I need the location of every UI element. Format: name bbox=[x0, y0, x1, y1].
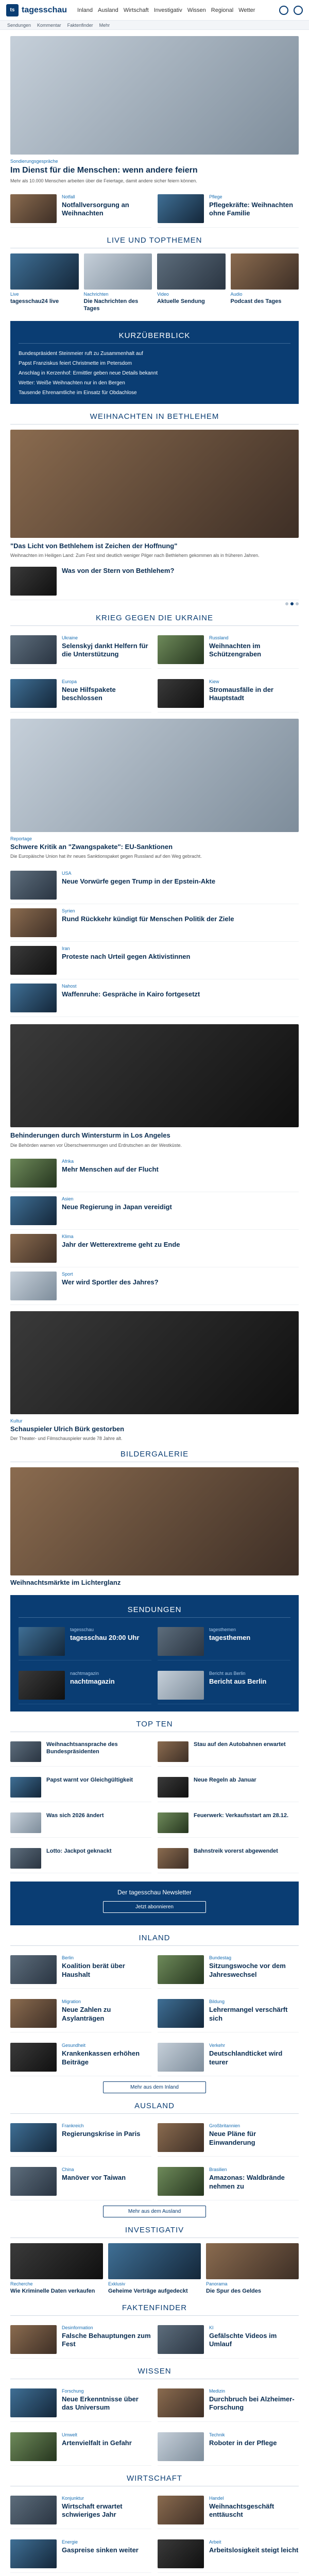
list-item[interactable] bbox=[10, 2384, 151, 2422]
culture-headline[interactable]: Schauspieler Ulrich Bürk gestorben bbox=[10, 1425, 125, 1433]
article-kicker: Großbritannien bbox=[209, 2123, 241, 2129]
subnav-item[interactable]: Mehr bbox=[99, 22, 110, 28]
article-kicker: Recherche bbox=[10, 2281, 33, 2287]
hero-kicker: Sondierungsgespräche bbox=[10, 159, 58, 164]
feature-headline[interactable]: Schwere Kritik an "Zwangspakete": EU-Sanktionen bbox=[10, 843, 173, 851]
article-kicker: Afrika bbox=[62, 1158, 74, 1164]
article-kicker: Bildung bbox=[209, 1999, 225, 2005]
kurzueberblick-band bbox=[10, 321, 299, 404]
article-kicker: Verkehr bbox=[209, 2043, 226, 2048]
article-image bbox=[10, 635, 57, 664]
article-headline[interactable]: tagesschau 20:00 Uhr bbox=[70, 1634, 140, 1642]
article-image bbox=[158, 1999, 204, 2028]
article-image bbox=[158, 2432, 204, 2461]
live-card[interactable] bbox=[84, 253, 152, 313]
article-image bbox=[158, 635, 204, 664]
list-item[interactable] bbox=[10, 2163, 151, 2200]
article-image bbox=[19, 1671, 65, 1700]
article-headline[interactable]: Gefälschte Videos im Umlauf bbox=[209, 2332, 277, 2348]
article-image bbox=[84, 253, 152, 290]
inland-more-button[interactable]: Mehr aus dem Inland bbox=[103, 2081, 206, 2093]
list-item[interactable] bbox=[158, 1623, 290, 1660]
article-image bbox=[10, 2243, 103, 2279]
list-item[interactable] bbox=[10, 675, 151, 713]
article-headline[interactable]: Geheime Verträge aufgedeckt bbox=[108, 2288, 188, 2295]
article-image bbox=[10, 1812, 41, 1833]
nav-item-wirtschaft[interactable]: Wirtschaft bbox=[123, 7, 149, 13]
list-item[interactable]: Anschlag in Kerzenhof: Ermittler geben neue Details bekannt bbox=[19, 370, 158, 376]
article-image bbox=[158, 1671, 204, 1700]
article-image bbox=[10, 2496, 57, 2524]
article-kicker: Video bbox=[157, 292, 169, 297]
article-kicker: Migration bbox=[62, 1999, 81, 2005]
bethlehem-headline[interactable]: "Das Licht von Bethlehem ist Zeichen der Hoffnung" bbox=[10, 541, 178, 550]
article-kicker: Europa bbox=[62, 679, 77, 685]
article-kicker: Iran bbox=[62, 946, 70, 952]
article-headline[interactable]: Mehr Menschen auf der Flucht bbox=[62, 1165, 159, 1173]
article-image bbox=[10, 1196, 57, 1225]
article-kicker: Audio bbox=[230, 292, 243, 297]
article-headline[interactable]: Pflegekräfte: Weihnachten ohne Familie bbox=[209, 201, 294, 217]
article-headline[interactable]: Neue Zahlen zu Asylanträgen bbox=[62, 2006, 111, 2022]
list-item[interactable] bbox=[10, 904, 299, 942]
article-kicker: Ukraine bbox=[62, 635, 78, 641]
hero-image bbox=[10, 36, 299, 155]
nav-item-investigativ[interactable]: Investigativ bbox=[153, 7, 182, 13]
article-kicker: Frankreich bbox=[62, 2123, 84, 2129]
live-card[interactable] bbox=[231, 253, 299, 313]
article-image bbox=[158, 1627, 204, 1656]
article-headline[interactable]: Stau auf den Autobahnen erwartet bbox=[194, 1741, 286, 1748]
ausland-grid bbox=[10, 2119, 299, 2200]
logo-text: tagesschau bbox=[22, 5, 67, 14]
hero-headline[interactable]: Im Dienst für die Menschen: wenn andere feiern bbox=[10, 166, 198, 175]
article-kicker: Nachrichten bbox=[83, 292, 109, 297]
article-image bbox=[10, 1272, 57, 1300]
article-headline[interactable]: Weihnachtsgeschäft enttäuscht bbox=[209, 2502, 274, 2519]
article-kicker: Arbeit bbox=[209, 2539, 221, 2545]
gallery-image[interactable] bbox=[10, 1467, 299, 1575]
article-kicker: Energie bbox=[62, 2539, 78, 2545]
list-item[interactable] bbox=[158, 2535, 299, 2573]
list-item[interactable] bbox=[158, 631, 299, 669]
list-item[interactable] bbox=[10, 631, 151, 669]
list-item[interactable] bbox=[10, 563, 299, 600]
article-image bbox=[10, 1741, 41, 1762]
article-image bbox=[157, 253, 226, 290]
article-headline[interactable]: Lotto: Jackpot geknackt bbox=[46, 1848, 112, 1855]
article-kicker: Panorama bbox=[206, 2281, 228, 2287]
list-item[interactable]: Tausende Ehrenamtliche im Einsatz für Obdachlose bbox=[19, 389, 137, 396]
article-headline[interactable]: Falsche Behauptungen zum Fest bbox=[62, 2332, 151, 2348]
article-image bbox=[10, 2167, 57, 2196]
article-kicker: USA bbox=[62, 871, 72, 876]
section-title-ausland: AUSLAND bbox=[10, 2102, 299, 2114]
article-headline[interactable]: Notfallversorgung an Weihnachten bbox=[62, 201, 129, 217]
article-headline[interactable]: Bahnstreik vorerst abgewendet bbox=[194, 1848, 278, 1855]
logo[interactable] bbox=[6, 4, 67, 16]
section-title-faktenfinder: FAKTENFINDER bbox=[10, 2303, 299, 2316]
section-title-topten: TOP TEN bbox=[10, 1720, 299, 1732]
article-kicker: Sport bbox=[62, 1271, 73, 1277]
weather-image bbox=[10, 1024, 299, 1127]
article-image bbox=[10, 1999, 57, 2028]
list-item[interactable] bbox=[158, 1844, 299, 1873]
article-headline[interactable]: Die Spur des Geldes bbox=[206, 2288, 261, 2295]
feature-kicker: Reportage bbox=[10, 836, 32, 842]
article-image bbox=[10, 2043, 57, 2072]
article-headline[interactable]: Neue Regierung in Japan vereidigt bbox=[62, 1202, 172, 1211]
list-item[interactable] bbox=[158, 2321, 299, 2359]
list-item[interactable] bbox=[10, 2321, 151, 2359]
article-image bbox=[158, 2496, 204, 2524]
article-headline[interactable]: Deutschlandticket wird teurer bbox=[209, 2049, 283, 2066]
article-kicker: Exklusiv bbox=[108, 2281, 126, 2287]
culture-article[interactable] bbox=[10, 1311, 299, 1442]
list-item[interactable] bbox=[10, 1844, 151, 1873]
article-kicker: Gesundheit bbox=[62, 2043, 86, 2048]
nav-item-regional[interactable]: Regional bbox=[211, 7, 234, 13]
live-card[interactable] bbox=[157, 253, 226, 313]
article-headline[interactable]: Artenvielfalt in Gefahr bbox=[62, 2439, 132, 2447]
article-headline[interactable]: Aktuelle Sendung bbox=[157, 298, 205, 305]
article-headline[interactable]: Arbeitslosigkeit steigt leicht bbox=[209, 2546, 299, 2554]
subnav-item[interactable]: Faktenfinder bbox=[67, 22, 93, 28]
article-image bbox=[10, 679, 57, 708]
article-image bbox=[10, 908, 57, 937]
main-content-3 bbox=[0, 1720, 309, 1873]
article-kicker: Technik bbox=[209, 2432, 225, 2438]
article-kicker: Nahost bbox=[62, 984, 77, 989]
article-kicker: Umwelt bbox=[62, 2432, 78, 2438]
article-headline[interactable]: Neue Regeln ab Januar bbox=[194, 1777, 256, 1784]
article-kicker: China bbox=[62, 2167, 74, 2173]
list-item[interactable] bbox=[10, 1155, 299, 1192]
article-kicker: Pflege bbox=[209, 194, 222, 200]
subnav-item[interactable]: Sendungen bbox=[7, 22, 31, 28]
article-kicker: Asien bbox=[62, 1196, 74, 1201]
main-content-2 bbox=[0, 412, 309, 1587]
article-image bbox=[10, 1848, 41, 1869]
nav-item-wetter[interactable]: Wetter bbox=[238, 7, 255, 13]
list-item[interactable] bbox=[10, 2039, 151, 2076]
list-item[interactable] bbox=[10, 867, 299, 904]
weather-article[interactable] bbox=[10, 1024, 299, 1148]
article-image bbox=[158, 1848, 188, 1869]
article-kicker: Russland bbox=[209, 635, 229, 641]
article-headline[interactable]: Durchbruch bei Alzheimer-Forschung bbox=[209, 2395, 295, 2412]
article-headline[interactable]: Feuerwerk: Verkaufsstart am 28.12. bbox=[194, 1812, 289, 1819]
list-item[interactable] bbox=[158, 1951, 299, 1989]
investigativ-card[interactable] bbox=[10, 2243, 103, 2295]
list-item[interactable] bbox=[10, 1192, 299, 1230]
faktenfinder-grid bbox=[10, 2321, 299, 2359]
list-item[interactable]: Wetter: Weiße Weihnachten nur in den Bergen bbox=[19, 380, 125, 386]
article-image bbox=[158, 2539, 204, 2568]
section-title-bethlehem: WEIHNACHTEN IN BETHLEHEM bbox=[10, 412, 299, 425]
article-headline[interactable]: Wer wird Sportler des Jahres? bbox=[62, 1278, 159, 1286]
culture-kicker: Kultur bbox=[10, 1418, 23, 1423]
article-image bbox=[158, 2167, 204, 2196]
article-kicker: Bundestag bbox=[209, 1955, 232, 1961]
nav-item-inland[interactable]: Inland bbox=[77, 7, 93, 13]
article-headline[interactable]: Papst warnt vor Gleichgültigkeit bbox=[46, 1777, 133, 1784]
list-item[interactable] bbox=[158, 1773, 299, 1802]
more-news bbox=[10, 1155, 299, 1305]
article-image bbox=[10, 871, 57, 900]
article-headline[interactable]: Neue Erkenntnisse über das Universum bbox=[62, 2395, 139, 2412]
article-image bbox=[10, 984, 57, 1012]
article-headline[interactable]: Was von der Stern von Bethlehem? bbox=[62, 567, 175, 575]
hero-teaser: Mehr als 10.000 Menschen arbeiten über die Feiertage, damit andere sicher feiern können. bbox=[10, 178, 197, 183]
list-item[interactable]: Papst Franziskus feiert Christmette im Petersdom bbox=[19, 360, 132, 366]
article-kicker: Brasilien bbox=[209, 2167, 227, 2173]
weather-headline[interactable]: Behinderungen durch Wintersturm in Los Angeles bbox=[10, 1131, 170, 1140]
topten-grid bbox=[10, 1737, 299, 1873]
inland-grid bbox=[10, 1951, 299, 2076]
article-kicker: Medizin bbox=[209, 2388, 226, 2394]
wissen-grid bbox=[10, 2384, 299, 2466]
list-item[interactable] bbox=[10, 2428, 151, 2466]
list-item[interactable] bbox=[158, 2163, 299, 2200]
newsletter-title: Der tagesschau Newsletter bbox=[117, 1889, 192, 1896]
nav-item-wissen[interactable]: Wissen bbox=[187, 7, 206, 13]
sendungen-grid bbox=[19, 1623, 290, 1704]
section-title-kurz: KURZÜBERBLICK bbox=[19, 331, 290, 344]
list-item[interactable] bbox=[10, 1995, 151, 2032]
article-image bbox=[158, 1741, 188, 1762]
article-kicker: Bericht aus Berlin bbox=[209, 1671, 246, 1676]
culture-teaser: Der Theater- und Filmschauspieler wurde 78 Jahre alt. bbox=[10, 1436, 123, 1442]
article-headline[interactable]: Waffenruhe: Gespräche in Kairo fortgesetzt bbox=[62, 990, 200, 998]
hero-row bbox=[10, 190, 299, 228]
list-item[interactable] bbox=[10, 1951, 151, 1989]
menu-icon[interactable] bbox=[294, 6, 303, 15]
list-item[interactable] bbox=[10, 1773, 151, 1802]
list-item[interactable] bbox=[158, 2384, 299, 2422]
newsletter-button[interactable]: Jetzt abonnieren bbox=[103, 1901, 206, 1913]
list-item[interactable] bbox=[158, 2039, 299, 2076]
list-item[interactable] bbox=[10, 1230, 299, 1267]
hero-article[interactable] bbox=[10, 36, 299, 184]
list-item[interactable]: Bundespräsident Steinmeier ruft zu Zusammenhalt auf bbox=[19, 350, 143, 357]
list-item[interactable] bbox=[158, 2119, 299, 2157]
article-headline[interactable]: Neue Hilfspakete beschlossen bbox=[62, 686, 116, 702]
article-image bbox=[158, 1812, 188, 1833]
article-image bbox=[158, 2325, 204, 2354]
main-content bbox=[0, 36, 309, 313]
article-kicker: Syrien bbox=[62, 908, 75, 914]
article-kicker: Forschung bbox=[62, 2388, 84, 2394]
article-image bbox=[231, 253, 299, 290]
investigativ-card[interactable] bbox=[108, 2243, 201, 2295]
list-item[interactable] bbox=[10, 979, 299, 1017]
article-headline[interactable]: Stromausfälle in der Hauptstadt bbox=[209, 686, 273, 702]
article-image bbox=[19, 1627, 65, 1656]
article-headline[interactable]: Lehrermangel verschärft sich bbox=[209, 2006, 288, 2022]
article-headline[interactable]: Proteste nach Urteil gegen Aktivistinnen bbox=[62, 953, 191, 961]
list-item[interactable] bbox=[10, 2119, 151, 2157]
ukraine-grid bbox=[10, 631, 299, 713]
section-title-inland: INLAND bbox=[10, 1934, 299, 1946]
article-image bbox=[10, 2123, 57, 2152]
bethlehem-teaser: Weihnachten im Heiligen Land: Zum Fest sind deutlich weniger Pilger nach Bethlehem gekommen als in früheren Jahren. bbox=[10, 552, 260, 558]
article-headline[interactable]: Was sich 2026 ändert bbox=[46, 1812, 104, 1819]
article-headline[interactable]: Die Nachrichten des Tages bbox=[83, 298, 139, 312]
list-item[interactable] bbox=[10, 1737, 151, 1767]
section-title-wirtschaft: WIRTSCHAFT bbox=[10, 2474, 299, 2486]
article-image bbox=[10, 1159, 57, 1188]
article-image bbox=[10, 253, 79, 290]
article-headline[interactable]: Gaspreise sinken weiter bbox=[62, 2546, 139, 2554]
article-image bbox=[10, 1234, 57, 1263]
article-kicker: Live bbox=[10, 292, 19, 297]
feature-teaser: Die Europäische Union hat ihr neues Sanktionspaket gegen Russland auf den Weg gebracht. bbox=[10, 854, 202, 859]
article-image bbox=[10, 194, 57, 223]
live-grid bbox=[10, 253, 299, 313]
article-kicker: Desinformation bbox=[62, 2325, 93, 2331]
news-list bbox=[10, 867, 299, 1017]
article-kicker: nachtmagazin bbox=[70, 1671, 99, 1676]
list-item[interactable] bbox=[10, 1808, 151, 1838]
article-headline[interactable]: Sitzungswoche vor dem Jahreswechsel bbox=[209, 1962, 286, 1978]
article-image bbox=[158, 1777, 188, 1798]
section-title-sendungen: SENDUNGEN bbox=[19, 1605, 290, 1618]
section-title-bildergalerie: BILDERGALERIE bbox=[10, 1450, 299, 1462]
list-item[interactable] bbox=[19, 1667, 151, 1704]
logo-mark: ts bbox=[6, 4, 19, 16]
article-kicker: tagesschau bbox=[70, 1627, 94, 1633]
list-item[interactable] bbox=[158, 1995, 299, 2032]
wirtschaft-grid bbox=[10, 2492, 299, 2573]
section-title-investigativ: INVESTIGATIV bbox=[10, 2226, 299, 2238]
article-headline[interactable]: Roboter in der Pflege bbox=[209, 2439, 277, 2447]
article-kicker: Klima bbox=[62, 1233, 74, 1239]
article-headline[interactable]: tagesthemen bbox=[209, 1634, 251, 1642]
article-headline[interactable]: Weihnachten im Schützengraben bbox=[209, 642, 262, 658]
investigativ-grid bbox=[10, 2243, 299, 2295]
article-headline[interactable]: Rund Rückkehr kündigt für Menschen Politik der Ziele bbox=[62, 915, 234, 923]
article-image bbox=[10, 2325, 57, 2354]
list-item[interactable] bbox=[10, 190, 151, 228]
list-item[interactable] bbox=[158, 2428, 299, 2466]
article-headline[interactable]: nachtmagazin bbox=[70, 1677, 115, 1686]
bethlehem-image bbox=[10, 430, 299, 538]
article-headline[interactable]: Krankenkassen erhöhen Beiträge bbox=[62, 2049, 140, 2066]
article-image bbox=[158, 2123, 204, 2152]
article-image bbox=[206, 2243, 299, 2279]
weather-teaser: Die Behörden warnen vor Überschwemmungen und Erdrutschen an der Westküste. bbox=[10, 1142, 182, 1148]
main-content-4 bbox=[0, 1934, 309, 2576]
article-headline[interactable]: Jahr der Wetterextreme geht zu Ende bbox=[62, 1240, 180, 1248]
section-title-ukraine: KRIEG GEGEN DIE UKRAINE bbox=[10, 614, 299, 626]
article-kicker: Handel bbox=[209, 2496, 224, 2501]
section-title-live: LIVE UND TOPTHEMEN bbox=[10, 236, 299, 248]
article-image bbox=[10, 2388, 57, 2417]
article-image bbox=[158, 194, 204, 223]
carousel-dots[interactable] bbox=[10, 602, 299, 605]
list-item[interactable] bbox=[10, 1267, 299, 1305]
article-headline[interactable]: Neue Pläne für Einwanderung bbox=[209, 2130, 256, 2146]
article-image bbox=[108, 2243, 201, 2279]
article-image bbox=[10, 567, 57, 596]
article-image bbox=[10, 1777, 41, 1798]
kurz-list bbox=[19, 349, 290, 398]
article-image bbox=[10, 946, 57, 975]
main-nav bbox=[77, 7, 255, 13]
list-item[interactable] bbox=[158, 1808, 299, 1838]
article-headline[interactable]: Amazonas: Waldbrände nehmen zu bbox=[209, 2174, 285, 2190]
article-headline[interactable]: Manöver vor Taiwan bbox=[62, 2174, 126, 2182]
newsletter-band bbox=[10, 1882, 299, 1925]
article-image bbox=[158, 679, 204, 708]
article-headline[interactable]: Neue Vorwürfe gegen Trump in der Epstein-Akte bbox=[62, 877, 216, 886]
article-image bbox=[10, 1955, 57, 1984]
sendungen-band bbox=[10, 1595, 299, 1711]
article-kicker: Kiew bbox=[209, 679, 219, 685]
list-item[interactable] bbox=[19, 1623, 151, 1660]
list-item[interactable] bbox=[158, 675, 299, 713]
article-headline[interactable]: Wirtschaft erwartet schwieriges Jahr bbox=[62, 2502, 123, 2519]
list-item[interactable] bbox=[158, 1667, 290, 1704]
article-kicker: KI bbox=[209, 2325, 214, 2331]
article-image bbox=[158, 2043, 204, 2072]
list-item[interactable] bbox=[10, 2535, 151, 2573]
sub-nav bbox=[0, 21, 309, 30]
header-icons bbox=[279, 6, 303, 15]
list-item[interactable] bbox=[158, 2492, 299, 2529]
nav-item-ausland[interactable]: Ausland bbox=[98, 7, 118, 13]
list-item[interactable] bbox=[10, 2492, 151, 2529]
article-headline[interactable]: Bericht aus Berlin bbox=[209, 1677, 267, 1686]
article-headline[interactable]: Koalition berät über Haushalt bbox=[62, 1962, 125, 1978]
article-image bbox=[158, 2388, 204, 2417]
top-bar bbox=[0, 0, 309, 21]
culture-image bbox=[10, 1311, 299, 1414]
article-kicker: Berlin bbox=[62, 1955, 74, 1961]
gallery-caption[interactable]: Weihnachtsmärkte im Lichterglanz bbox=[10, 1579, 121, 1587]
article-headline[interactable]: tagesschau24 live bbox=[10, 298, 59, 305]
section-title-wissen: WISSEN bbox=[10, 2367, 299, 2379]
ausland-more-button[interactable]: Mehr aus dem Ausland bbox=[103, 2206, 206, 2217]
article-kicker: Notfall bbox=[62, 194, 75, 200]
ukraine-feature[interactable] bbox=[10, 719, 299, 859]
article-headline[interactable]: Wie Kriminelle Daten verkaufen bbox=[10, 2288, 95, 2295]
article-image bbox=[10, 2539, 57, 2568]
article-image bbox=[10, 2432, 57, 2461]
article-headline[interactable]: Podcast des Tages bbox=[230, 298, 282, 305]
investigativ-card[interactable] bbox=[206, 2243, 299, 2295]
search-icon[interactable] bbox=[279, 6, 288, 15]
feature-image bbox=[10, 719, 299, 832]
list-item[interactable] bbox=[158, 190, 299, 228]
article-headline[interactable]: Selenskyj dankt Helfern für die Unterstützung bbox=[62, 642, 148, 658]
subnav-item[interactable]: Kommentar bbox=[37, 22, 61, 28]
article-image bbox=[158, 1955, 204, 1984]
list-item[interactable] bbox=[10, 942, 299, 979]
article-headline[interactable]: Regierungskrise in Paris bbox=[62, 2130, 141, 2138]
live-card[interactable] bbox=[10, 253, 79, 313]
article-kicker: tagesthemen bbox=[209, 1627, 236, 1633]
list-item[interactable] bbox=[158, 1737, 299, 1767]
article-headline[interactable]: Weihnachtsansprache des Bundespräsidenten bbox=[46, 1741, 118, 1755]
article-kicker: Konjunktur bbox=[62, 2496, 84, 2501]
